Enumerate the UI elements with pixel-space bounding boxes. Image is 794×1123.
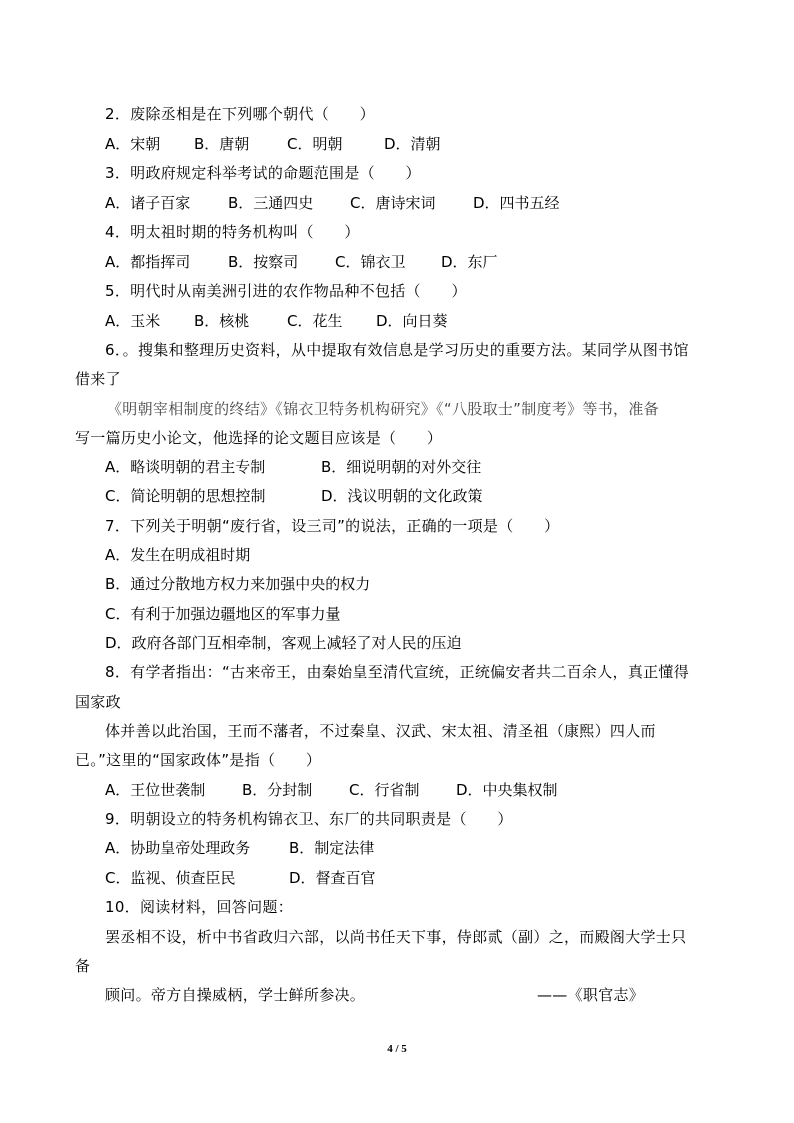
question-6-option-d: D．浅议明朝的文化政策	[321, 487, 483, 505]
question-7-option-a: A．发生在明成祖时期	[105, 546, 251, 564]
question-8-stem-line1: 8．有学者指出：“古来帝王，由秦始皇至清代宣统，正统偏安者共二百余人，真正懂得	[105, 663, 690, 681]
question-7-stem: 7．下列关于明朝“废行省，设三司”的说法，正确的一项是（ ）	[105, 517, 560, 535]
question-6-stem-line3: 《明朝宰相制度的终结》《锦衣卫特务机构研究》《“八股取士”制度考》等书，准备	[107, 400, 659, 418]
question-7-option-c: C．有利于加强边疆地区的军事力量	[105, 605, 341, 623]
question-8-stem-line3: 体并善以此治国，王而不藩者，不过秦皇、汉武、宋太祖、清圣祖（康熙）四人而	[105, 722, 656, 740]
question-3-option-c: C．唐诗宋词	[350, 194, 436, 212]
question-9-option-d: D．督查百官	[289, 869, 376, 887]
question-9-stem: 9．明朝设立的特务机构锦衣卫、东厂的共同职责是（ ）	[105, 810, 513, 828]
question-3-option-b: B．三通四史	[228, 194, 314, 212]
question-6-option-c: C．简论明朝的思想控制	[105, 487, 266, 505]
question-6-stem-line2: 借来了	[75, 370, 121, 388]
question-4-stem: 4．明太祖时期的特务机构叫（ ）	[105, 223, 360, 241]
question-10-material-line3: 顾问。帝方自操威柄，学士鲜所参决。	[105, 986, 366, 1004]
question-5-option-c: C．花生	[287, 312, 343, 330]
question-8-option-a: A．王位世袭制	[105, 781, 206, 799]
question-8-option-d: D．中央集权制	[456, 781, 558, 799]
question-8-option-c: C．行省制	[349, 781, 420, 799]
question-9-option-a: A．协助皇帝处理政务	[105, 839, 251, 857]
question-2-option-d: D．清朝	[384, 135, 441, 153]
question-8-stem-line4: 已。”这里的“国家政体”是指（ ）	[75, 751, 322, 769]
question-6-stem-line4: 写一篇历史小论文，他选择的论文题目应该是（ ）	[75, 429, 443, 447]
question-10-material-line2: 备	[75, 957, 91, 975]
question-2-option-a: A．宋朝	[105, 135, 161, 153]
question-8-stem-line2: 国家政	[75, 693, 121, 711]
question-3-option-d: D．四书五经	[473, 194, 560, 212]
question-10-material-line1: 罢丞相不设，析中书省政归六部，以尚书任天下事，侍郎贰（副）之，而殿阁大学士只	[105, 928, 687, 946]
question-5-option-a: A．玉米	[105, 312, 161, 330]
question-7-option-d: D．政府各部门互相牵制，客观上减轻了对人民的压迫	[105, 634, 462, 652]
question-10-stem: 10．阅读材料，回答问题：	[105, 898, 293, 916]
question-9-option-b: B．制定法律	[289, 839, 375, 857]
page-number: 4 / 5	[387, 1043, 407, 1055]
question-4-option-b: B．按察司	[228, 253, 299, 271]
question-6-option-a: A．略谈明朝的君主专制	[105, 458, 266, 476]
question-4-option-d: D．东厂	[441, 253, 498, 271]
question-9-option-c: C．监视、侦查臣民	[105, 869, 236, 887]
question-10-source: ——《职官志》	[537, 986, 645, 1004]
question-5-stem: 5．明代时从南美洲引进的农作物品种不包括（ ）	[105, 282, 467, 300]
question-4-option-c: C．锦衣卫	[335, 253, 406, 271]
question-6-stem-line1: 6．。搜集和整理历史资料，从中提取有效信息是学习历史的重要方法。某同学从图书馆	[105, 341, 689, 359]
question-4-option-a: A．都指挥司	[105, 253, 191, 271]
question-3-option-a: A．诸子百家	[105, 194, 191, 212]
question-8-option-b: B．分封制	[242, 781, 313, 799]
question-2-stem: 2．废除丞相是在下列哪个朝代（ ）	[105, 105, 375, 123]
question-3-stem: 3．明政府规定科举考试的命题范围是（ ）	[105, 164, 421, 182]
question-2-option-c: C．明朝	[287, 135, 343, 153]
question-5-option-b: B．核桃	[194, 312, 250, 330]
question-6-option-b: B．细说明朝的对外交往	[321, 458, 482, 476]
question-5-option-d: D．向日葵	[376, 312, 448, 330]
question-7-option-b: B．通过分散地方权力来加强中央的权力	[105, 575, 371, 593]
question-2-option-b: B．唐朝	[194, 135, 250, 153]
